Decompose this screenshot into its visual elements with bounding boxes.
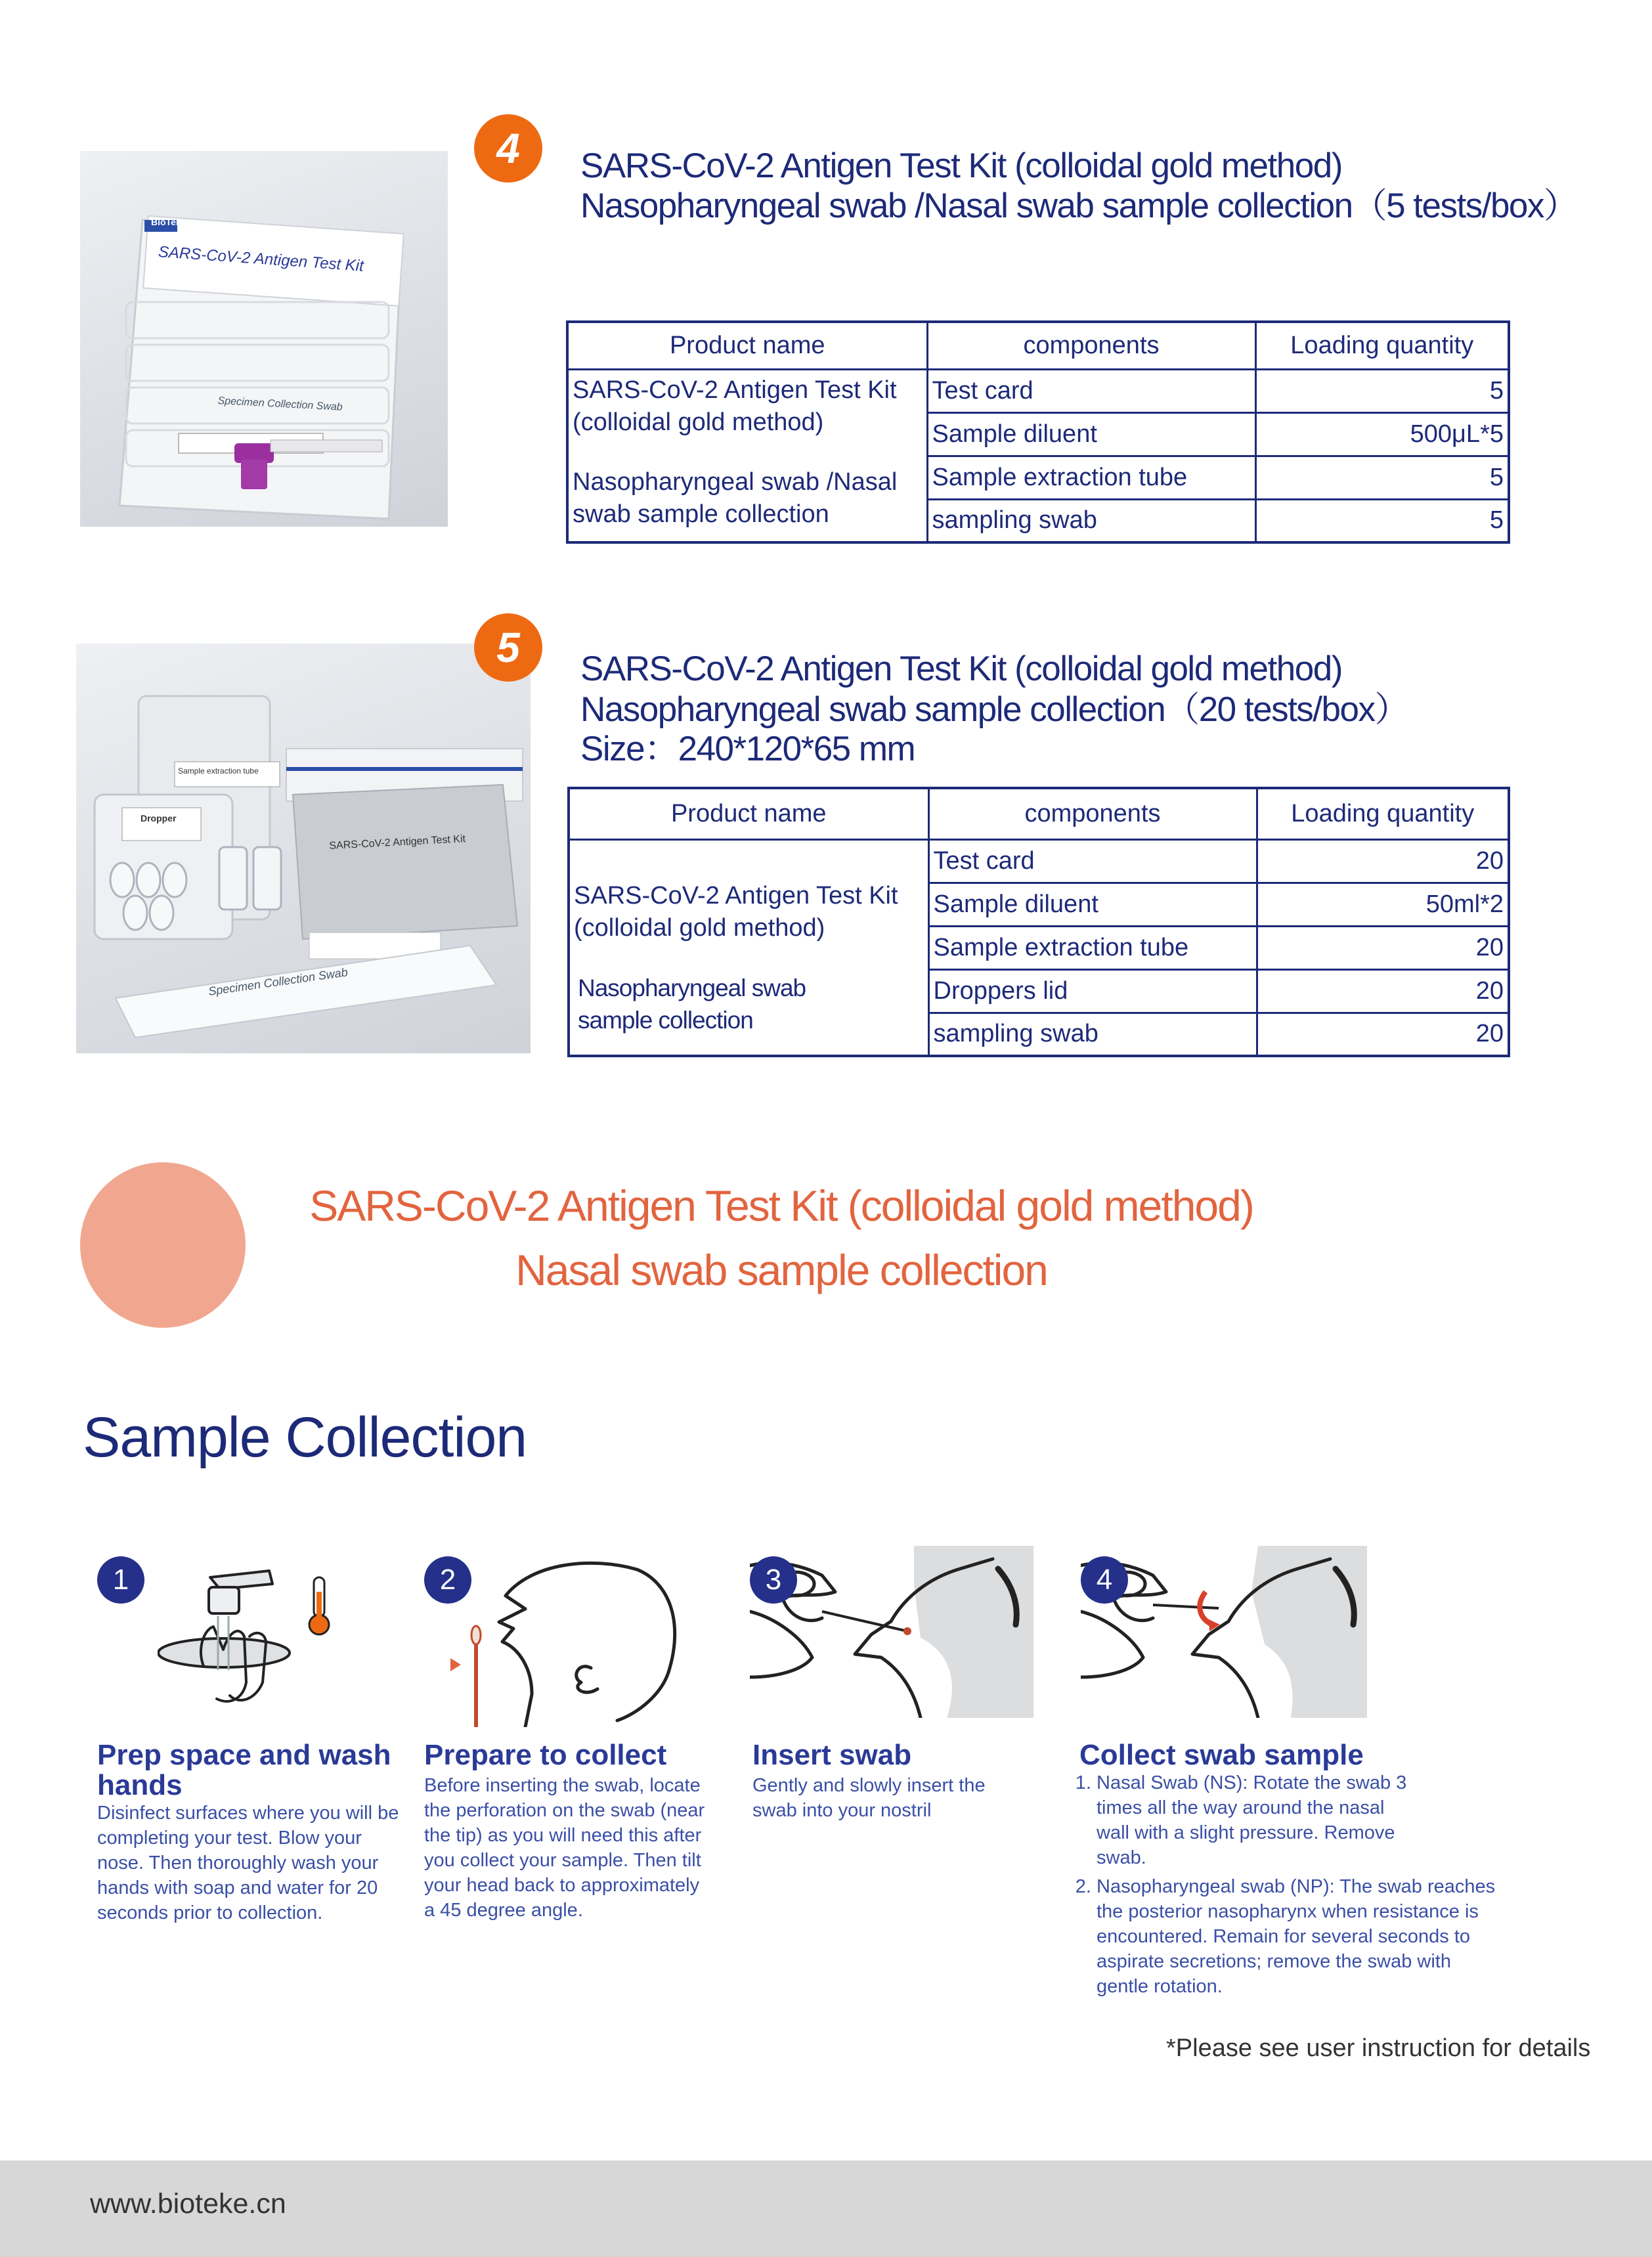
- product-name-b: Nasopharyngeal swab /Nasal swab sample collection: [573, 468, 898, 528]
- step-heading: Insert swab: [752, 1739, 912, 1771]
- product-name-a: SARS-CoV-2 Antigen Test Kit (colloidal gold method): [573, 376, 897, 436]
- step-number-1: 1: [97, 1556, 144, 1604]
- component-cell: Sample extraction tube: [927, 456, 1255, 499]
- step-badge-4: 4: [474, 114, 542, 183]
- list-item: 1. Nasal Swab (NS): Rotate the swab 3 times all the way around the nasal wall with a slight pressure. Remove swab.: [1097, 1770, 1501, 1870]
- component-cell: Sample diluent: [928, 883, 1257, 926]
- qty-cell: 20: [1257, 926, 1509, 969]
- qty-cell: 500μL*5: [1255, 412, 1509, 456]
- brand-label: BioTeke: [151, 217, 186, 227]
- nasal-title-line1: SARS-CoV-2 Antigen Test Kit (colloidal gold method): [309, 1181, 1253, 1230]
- step-number-2: 2: [424, 1556, 471, 1604]
- product-name-cell: [569, 839, 928, 1056]
- component-cell: Test card: [927, 369, 1255, 412]
- step-heading: Collect swab sample: [1079, 1739, 1364, 1771]
- component-cell: Droppers lid: [928, 969, 1257, 1013]
- nasal-title-line2: Nasal swab sample collection: [515, 1246, 1047, 1294]
- step-heading: Prep space and wash hands: [97, 1739, 391, 1801]
- col-header: Product name: [569, 788, 928, 839]
- step-number-3: 3: [750, 1556, 797, 1604]
- swab-label: Specimen Collection Swab: [217, 395, 343, 413]
- product4-spec-table: [566, 320, 1510, 544]
- details-note: *Please see user instruction for details: [1166, 2034, 1591, 2062]
- kit-box-illustration: [80, 151, 448, 527]
- tube-label: Sample extraction tube: [178, 766, 259, 776]
- component-cell: Sample extraction tube: [928, 926, 1257, 969]
- step-body-list: [1068, 1770, 1501, 2003]
- product4-title-line2: Nasopharyngeal swab /Nasal swab sample collection（5 tests/box）: [580, 186, 1578, 225]
- qty-cell: 20: [1257, 839, 1509, 883]
- dropper-label: Dropper: [141, 813, 177, 823]
- col-header: Loading quantity: [1255, 322, 1509, 369]
- step-badge-5: 5: [474, 613, 542, 682]
- step-body: Disinfect surfaces where you will be completing your test. Blow your nose. Then thoroughly wash your hands with soap and water for 20 seconds prior to collection.: [97, 1803, 399, 1923]
- product5-size: Size：240*120*65 mm: [580, 730, 915, 768]
- qty-cell: 20: [1257, 1013, 1509, 1056]
- kit-label: SARS-CoV-2 Antigen Test Kit: [158, 243, 364, 275]
- step-body: Gently and slowly insert the swab into your nostril: [752, 1775, 986, 1821]
- product5-title-line1: SARS-CoV-2 Antigen Test Kit (colloidal gold method): [580, 649, 1342, 688]
- swab-label: Specimen Collection Swab: [207, 965, 349, 998]
- product4-title-line1: SARS-CoV-2 Antigen Test Kit (colloidal gold method): [580, 146, 1342, 185]
- head-tilt-icon: [440, 1537, 703, 1727]
- component-cell: sampling swab: [928, 1013, 1257, 1056]
- col-header: Product name: [567, 322, 927, 369]
- col-header: components: [927, 322, 1255, 369]
- component-cell: Test card: [928, 839, 1257, 883]
- hand-washing-icon: [158, 1551, 355, 1722]
- product5-photo: [76, 644, 531, 1053]
- kit-label: SARS-CoV-2 Antigen Test Kit: [329, 833, 466, 852]
- product-name-b: Nasopharyngeal swab sample collection: [578, 974, 806, 1034]
- product5-title-line2: Nasopharyngeal swab sample collection（20 tests/box）: [580, 690, 1408, 729]
- col-header: Loading quantity: [1257, 788, 1509, 839]
- component-cell: sampling swab: [927, 499, 1255, 542]
- kit-contents-illustration: [76, 644, 531, 1053]
- qty-cell: 50ml*2: [1257, 883, 1509, 926]
- qty-cell: 5: [1255, 499, 1509, 542]
- product4-photo: [80, 151, 448, 527]
- website-link[interactable]: www.bioteke.cn: [90, 2188, 286, 2220]
- product5-spec-table: [567, 787, 1510, 1057]
- qty-cell: 5: [1255, 456, 1509, 499]
- step-heading: Prepare to collect: [424, 1739, 667, 1771]
- qty-cell: 20: [1257, 969, 1509, 1013]
- step-number-4: 4: [1081, 1556, 1128, 1604]
- component-cell: Sample diluent: [927, 412, 1255, 456]
- section-marker-circle: [80, 1162, 246, 1328]
- qty-cell: 5: [1255, 369, 1509, 412]
- step-body: Before inserting the swab, locate the perforation on the swab (near the tip) as you will need this after you collect your sample. Then tilt your head back to approximately a 45 degree angle.: [424, 1775, 705, 1921]
- sample-collection-title: Sample Collection: [83, 1406, 527, 1469]
- col-header: components: [928, 788, 1257, 839]
- product-name-cell: [567, 369, 927, 542]
- list-item: 2. Nasopharyngeal swab (NP): The swab reaches the posterior nasopharynx when resistance is encountered. Remain for several seconds to aspirate secretions; remove the swab with gentle rotation.: [1097, 1874, 1501, 1999]
- footer-bar: [0, 2160, 1652, 2257]
- product-name-a: SARS-CoV-2 Antigen Test Kit (colloidal gold method): [574, 881, 898, 942]
